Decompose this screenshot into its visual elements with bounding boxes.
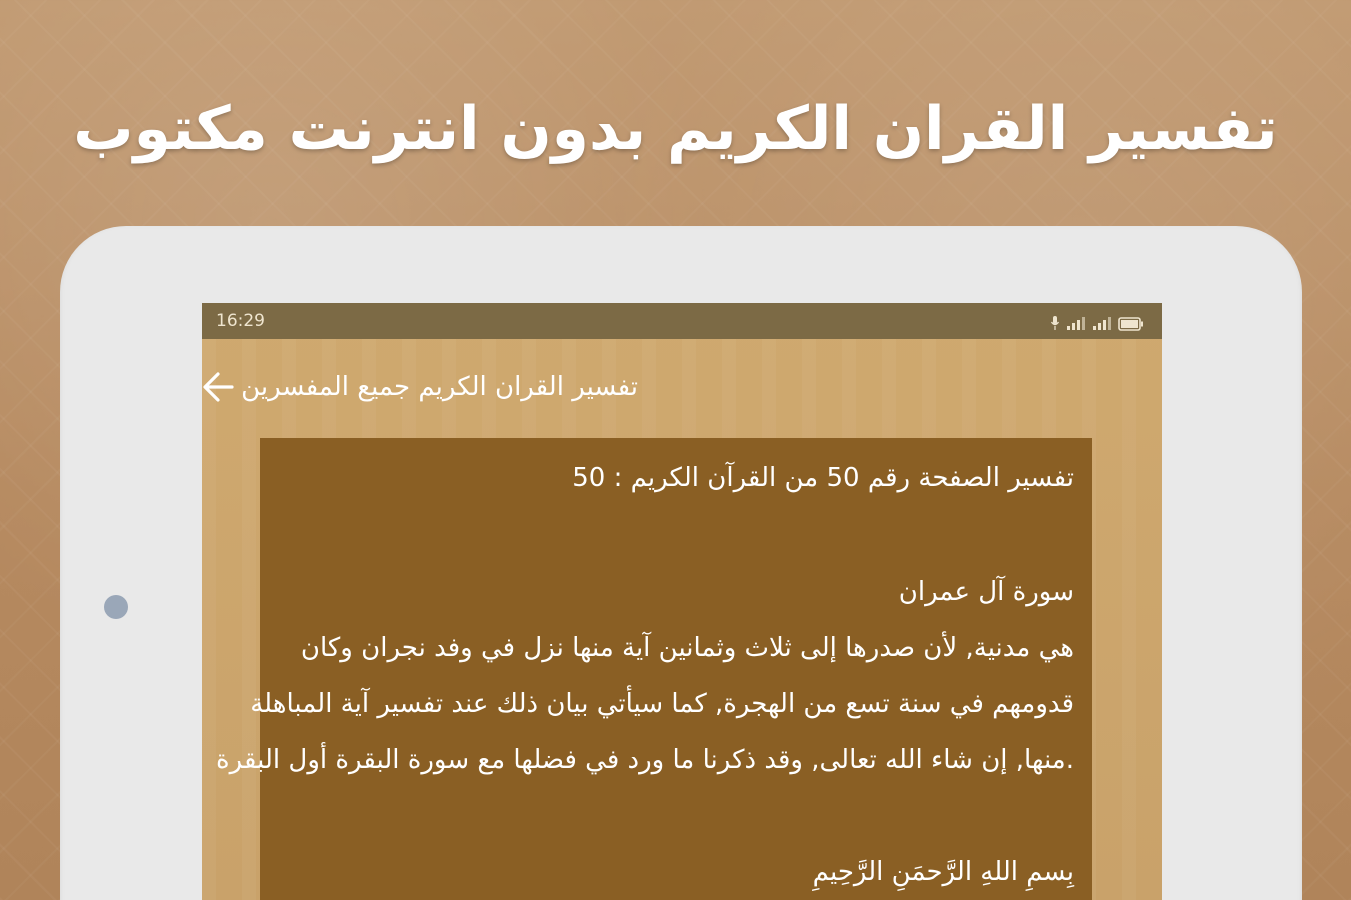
tafsir-content-card [216,438,1092,900]
promo-heading: تفسير القران الكريم بدون انترنت مكتوب [73,94,1278,164]
app-screen [202,303,1162,900]
arrow-left-icon [202,367,236,411]
status-icons [1050,313,1144,331]
surah-name: سورة آل عمران [898,577,1074,607]
back-button[interactable] [202,367,236,411]
status-bar [202,303,1162,339]
tafsir-page-heading: تفسير الصفحة رقم 50 من القرآن الكريم : 50 [572,463,1074,493]
tafsir-text-line: هي مدنية, لأن صدرها إلى ثلاث وثمانين آية منها نزل في وفد نجران وكان [300,633,1074,663]
status-time: 16:29 [216,311,265,331]
app-bar [202,339,1162,437]
tafsir-text-line: .منها, إن شاء الله تعالى, وقد ذكرنا ما ورد في فضلها مع سورة البقرة أول البقرة [216,745,1074,775]
basmala: بِسمِ اللهِ الرَّحمَنِ الرَّحِيمِ [812,857,1074,887]
battery-icon [1118,317,1144,331]
tafsir-text-line: قدومهم في سنة تسع من الهجرة, كما سيأتي بيان ذلك عند تفسير آية المباهلة [250,689,1074,719]
signal-icon [1066,315,1086,331]
tablet-home-button [104,595,128,619]
mic-icon [1050,315,1060,331]
signal-icon [1092,315,1112,331]
app-title: تفسير القران الكريم جميع المفسرين [241,372,638,402]
